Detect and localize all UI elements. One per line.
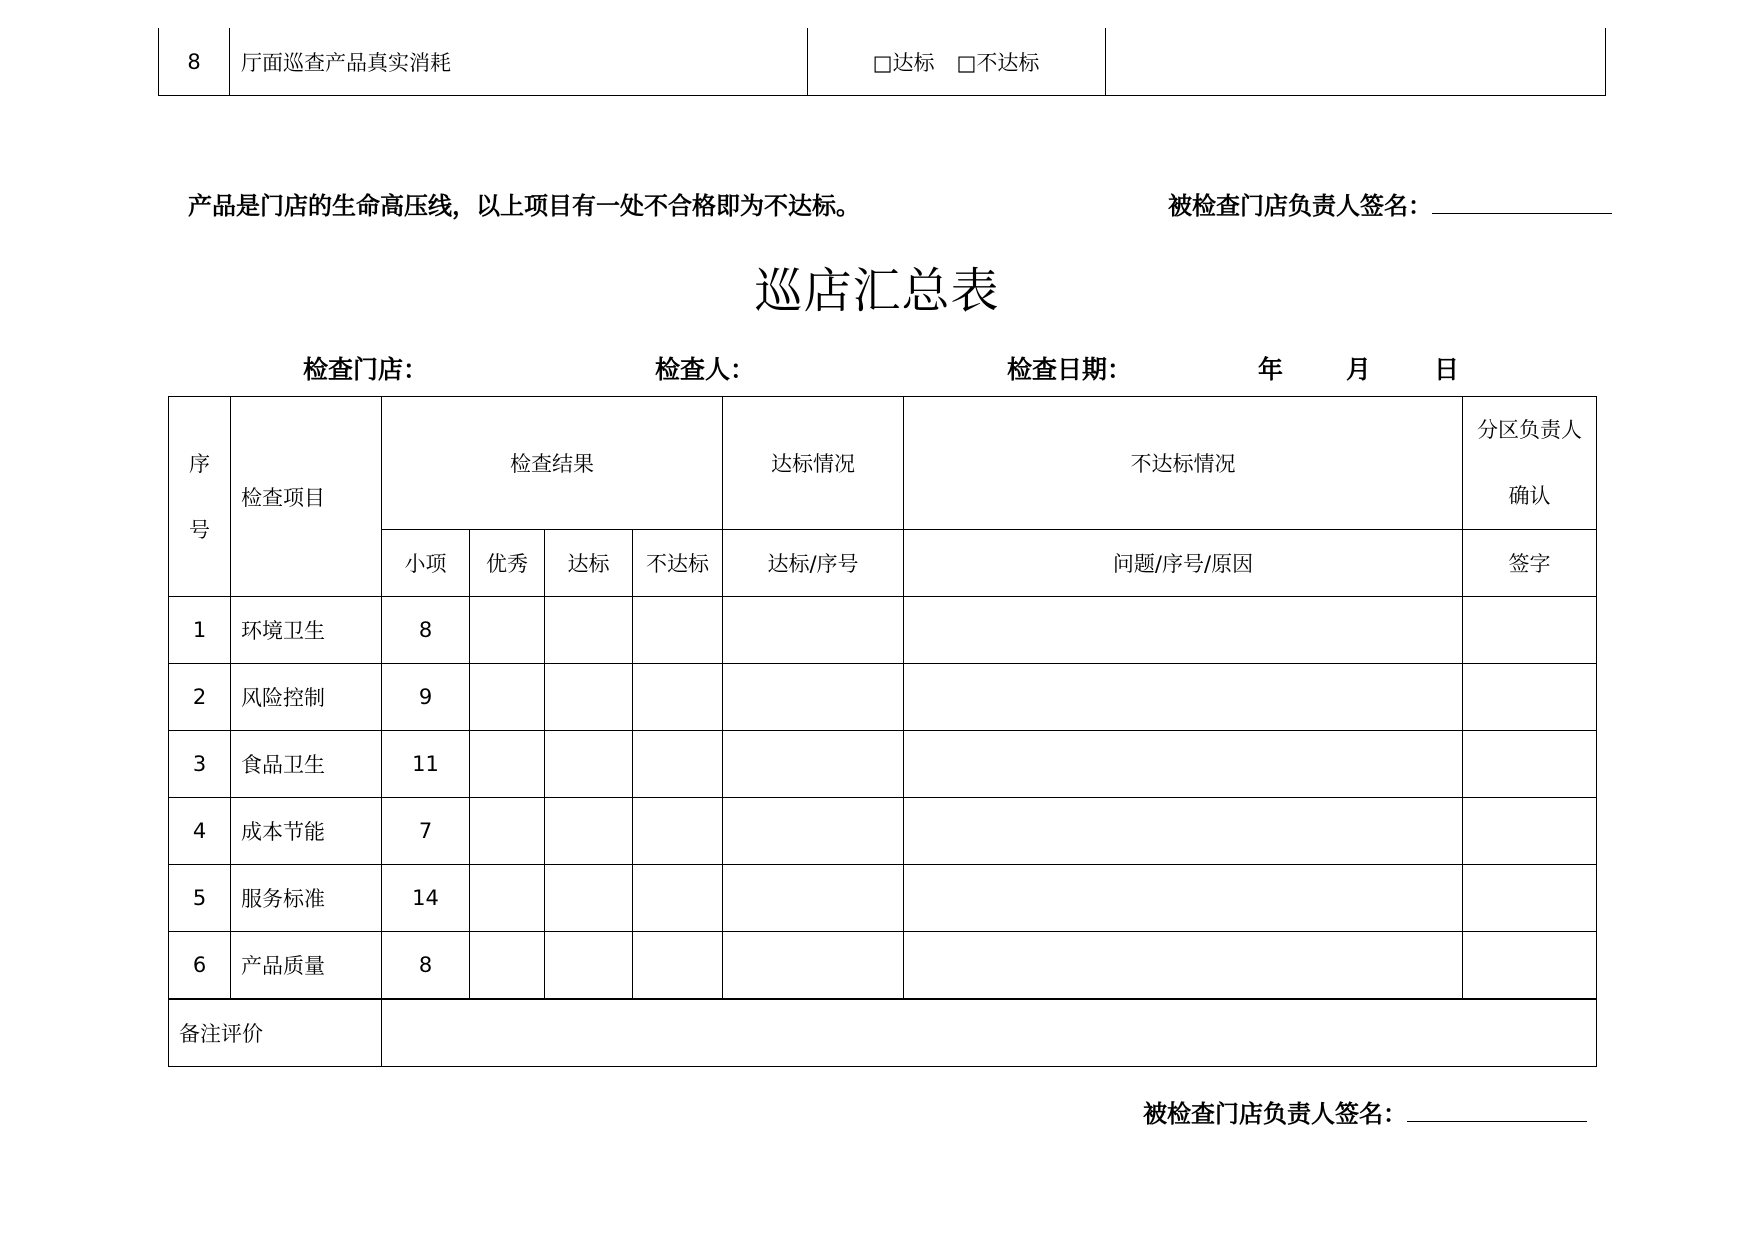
header-fail-status: 不达标情况 bbox=[904, 397, 1463, 530]
day-label: 日 bbox=[1434, 355, 1460, 384]
row-item: 服务标准 bbox=[231, 865, 382, 932]
remarks-label: 备注评价 bbox=[169, 999, 382, 1067]
table-row bbox=[169, 597, 1597, 664]
row-item: 食品卫生 bbox=[231, 731, 382, 798]
inspector-label: 检查人： bbox=[655, 355, 756, 384]
header-pass-status: 达标情况 bbox=[723, 397, 904, 530]
row-item: 风险控制 bbox=[231, 664, 382, 731]
row-pass-seq-cell[interactable] bbox=[723, 798, 904, 865]
page-title: 巡店汇总表 bbox=[754, 263, 1000, 319]
footer-signature-label: 被检查门店负责人签名： bbox=[1143, 1100, 1407, 1128]
row-pass-cell[interactable] bbox=[545, 664, 633, 731]
row-seq: 4 bbox=[169, 798, 231, 865]
remarks-row bbox=[169, 999, 1597, 1067]
date-label: 检查日期： bbox=[1007, 355, 1133, 384]
row-sign-cell[interactable] bbox=[1463, 664, 1597, 731]
footer-signature bbox=[1143, 1094, 1587, 1129]
row-fail-cell[interactable] bbox=[633, 664, 723, 731]
subheader-sign: 签字 bbox=[1463, 530, 1597, 597]
top-signature bbox=[1168, 186, 1612, 221]
row-count: 14 bbox=[382, 865, 470, 932]
subheader-issue: 问题/序号/原因 bbox=[904, 530, 1463, 597]
row-issue-cell[interactable] bbox=[904, 664, 1463, 731]
month-label: 月 bbox=[1346, 355, 1372, 384]
header-confirm: 分区负责人 确认 bbox=[1463, 397, 1597, 530]
header-item: 检查项目 bbox=[231, 397, 382, 597]
row-seq: 3 bbox=[169, 731, 231, 798]
row-item: 产品质量 bbox=[231, 932, 382, 1000]
row-excellent-cell[interactable] bbox=[470, 865, 545, 932]
row-excellent-cell[interactable] bbox=[470, 932, 545, 1000]
row-pass-cell[interactable] bbox=[545, 731, 633, 798]
row-excellent-cell[interactable] bbox=[470, 597, 545, 664]
subheader-pass: 达标 bbox=[545, 530, 633, 597]
quality-statement: 产品是门店的生命高压线，以上项目有一处不合格即为不达标。 bbox=[188, 192, 860, 220]
fragment-seq: 8 bbox=[187, 49, 201, 74]
row-sign-cell[interactable] bbox=[1463, 798, 1597, 865]
subheader-row bbox=[169, 530, 1597, 597]
row-seq: 2 bbox=[169, 664, 231, 731]
row-pass-cell[interactable] bbox=[545, 932, 633, 1000]
fragment-notes-cell bbox=[1105, 28, 1605, 95]
store-label: 检查门店： bbox=[303, 355, 429, 384]
row-issue-cell[interactable] bbox=[904, 731, 1463, 798]
fragment-item: 厅面巡查产品真实消耗 bbox=[241, 50, 451, 75]
row-fail-cell[interactable] bbox=[633, 798, 723, 865]
subheader-fail: 不达标 bbox=[633, 530, 723, 597]
subheader-excellent: 优秀 bbox=[470, 530, 545, 597]
option-pass-checkbox[interactable]: □达标 bbox=[872, 50, 935, 75]
table-row bbox=[169, 932, 1597, 1000]
subheader-pass-seq: 达标/序号 bbox=[723, 530, 904, 597]
row-excellent-cell[interactable] bbox=[470, 798, 545, 865]
row-pass-seq-cell[interactable] bbox=[723, 731, 904, 798]
row-pass-seq-cell[interactable] bbox=[723, 597, 904, 664]
previous-table-fragment bbox=[158, 28, 1606, 96]
row-excellent-cell[interactable] bbox=[470, 731, 545, 798]
summary-table bbox=[168, 396, 1597, 1067]
row-count: 7 bbox=[382, 798, 470, 865]
row-excellent-cell[interactable] bbox=[470, 664, 545, 731]
subheader-sub-items: 小项 bbox=[382, 530, 470, 597]
row-count: 8 bbox=[382, 597, 470, 664]
top-signature-line[interactable] bbox=[1432, 189, 1612, 214]
row-issue-cell[interactable] bbox=[904, 865, 1463, 932]
row-pass-cell[interactable] bbox=[545, 798, 633, 865]
row-item: 环境卫生 bbox=[231, 597, 382, 664]
table-row bbox=[169, 664, 1597, 731]
row-issue-cell[interactable] bbox=[904, 798, 1463, 865]
row-seq: 6 bbox=[169, 932, 231, 1000]
fragment-options bbox=[807, 28, 1105, 95]
header-row bbox=[169, 397, 1597, 530]
option-fail-checkbox[interactable]: □不达标 bbox=[956, 50, 1040, 75]
row-sign-cell[interactable] bbox=[1463, 731, 1597, 798]
row-pass-cell[interactable] bbox=[545, 597, 633, 664]
header-seq: 序 号 bbox=[169, 397, 231, 597]
footer-signature-line[interactable] bbox=[1407, 1097, 1587, 1122]
year-label: 年 bbox=[1258, 355, 1284, 384]
row-sign-cell[interactable] bbox=[1463, 865, 1597, 932]
row-count: 9 bbox=[382, 664, 470, 731]
table-row bbox=[169, 731, 1597, 798]
row-pass-seq-cell[interactable] bbox=[723, 664, 904, 731]
header-result: 检查结果 bbox=[382, 397, 723, 530]
table-row bbox=[169, 865, 1597, 932]
row-item: 成本节能 bbox=[231, 798, 382, 865]
row-seq: 1 bbox=[169, 597, 231, 664]
row-fail-cell[interactable] bbox=[633, 932, 723, 1000]
top-signature-label: 被检查门店负责人签名： bbox=[1168, 192, 1432, 220]
row-sign-cell[interactable] bbox=[1463, 932, 1597, 1000]
remarks-input-cell[interactable] bbox=[382, 999, 1597, 1067]
row-fail-cell[interactable] bbox=[633, 731, 723, 798]
row-pass-cell[interactable] bbox=[545, 865, 633, 932]
row-sign-cell[interactable] bbox=[1463, 597, 1597, 664]
row-fail-cell[interactable] bbox=[633, 865, 723, 932]
row-count: 8 bbox=[382, 932, 470, 1000]
row-issue-cell[interactable] bbox=[904, 597, 1463, 664]
row-pass-seq-cell[interactable] bbox=[723, 865, 904, 932]
row-pass-seq-cell[interactable] bbox=[723, 932, 904, 1000]
row-issue-cell[interactable] bbox=[904, 932, 1463, 1000]
row-fail-cell[interactable] bbox=[633, 597, 723, 664]
row-count: 11 bbox=[382, 731, 470, 798]
table-row bbox=[169, 798, 1597, 865]
column-divider bbox=[229, 28, 230, 95]
row-seq: 5 bbox=[169, 865, 231, 932]
